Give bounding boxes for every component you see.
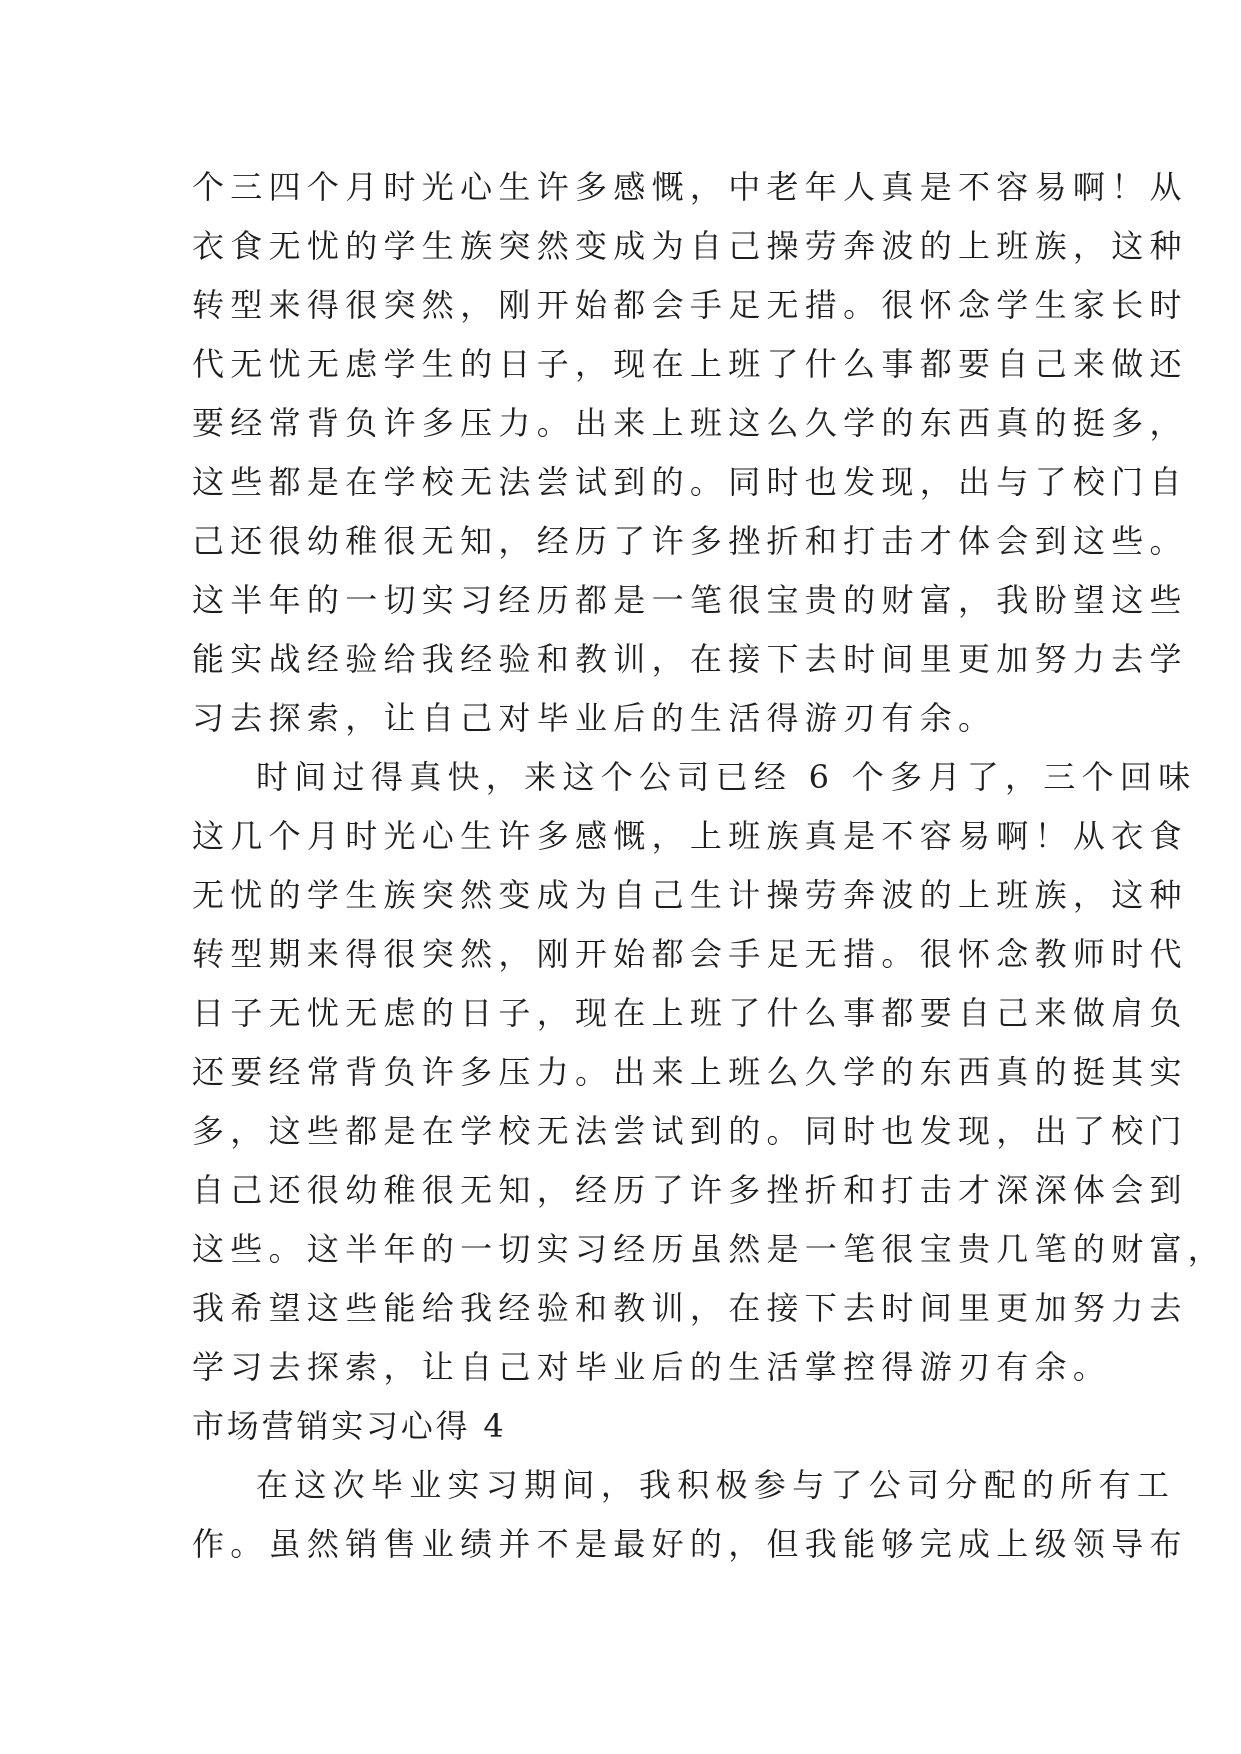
- text-line: 转型期来得很突然，刚开始都会手足无措。很怀念教师时代: [192, 935, 1188, 973]
- text-line: 习去探索，让自己对毕业后的生活得游刃有余。: [192, 699, 997, 737]
- text-line: 还要经常背负许多压力。出来上班么久学的东西真的挺其实: [192, 1053, 1188, 1091]
- text-line: 这几个月时光心生许多感慨，上班族真是不容易啊！从衣食: [192, 817, 1188, 855]
- text-line: 学习去探索，让自己对毕业后的生活掌控得游刃有余。: [192, 1348, 1112, 1386]
- text-line: 这些。这半年的一切实习经历虽然是一笔很宝贵几笔的财富，: [192, 1230, 1227, 1268]
- section-heading: 市场营销实习心得 4: [192, 1407, 507, 1445]
- text-line: 我希望这些能给我经验和教训，在接下去时间里更加努力去: [192, 1289, 1188, 1327]
- text-line: 日子无忧无虑的日子，现在上班了什么事都要自己来做肩负: [192, 994, 1188, 1032]
- paragraph-first-line: 时间过得真快，来这个公司已经 6 个多月了，三个回味: [256, 758, 1197, 796]
- text-line: 要经常背负许多压力。出来上班这么久学的东西真的挺多，: [192, 404, 1188, 442]
- text-line: 多，这些都是在学校无法尝试到的。同时也发现，出了校门: [192, 1112, 1188, 1150]
- text-line: 自己还很幼稚很无知，经历了许多挫折和打击才深深体会到: [192, 1171, 1188, 1209]
- text-line: 转型来得很突然，刚开始都会手足无措。很怀念学生家长时: [192, 286, 1188, 324]
- text-line: 个三四个月时光心生许多感慨，中老年人真是不容易啊！从: [192, 168, 1188, 206]
- text-line: 这半年的一切实习经历都是一笔很宝贵的财富，我盼望这些: [192, 581, 1188, 619]
- text-line: 无忧的学生族突然变成为自己生计操劳奔波的上班族，这种: [192, 876, 1188, 914]
- text-line: 代无忧无虑学生的日子，现在上班了什么事都要自己来做还: [192, 345, 1188, 383]
- text-line: 能实战经验给我经验和教训，在接下去时间里更加努力去学: [192, 640, 1188, 678]
- text-line: 这些都是在学校无法尝试到的。同时也发现，出与了校门自: [192, 463, 1188, 501]
- document-body: [192, 158, 1227, 1574]
- text-line: 作。虽然销售业绩并不是最好的，但我能够完成上级领导布: [192, 1525, 1188, 1563]
- text-line: 衣食无忧的学生族突然变成为自己操劳奔波的上班族，这种: [192, 227, 1188, 265]
- paragraph-first-line: 在这次毕业实习期间，我积极参与了公司分配的所有工: [256, 1466, 1176, 1504]
- text-line: 己还很幼稚很无知，经历了许多挫折和打击才体会到这些。: [192, 522, 1188, 560]
